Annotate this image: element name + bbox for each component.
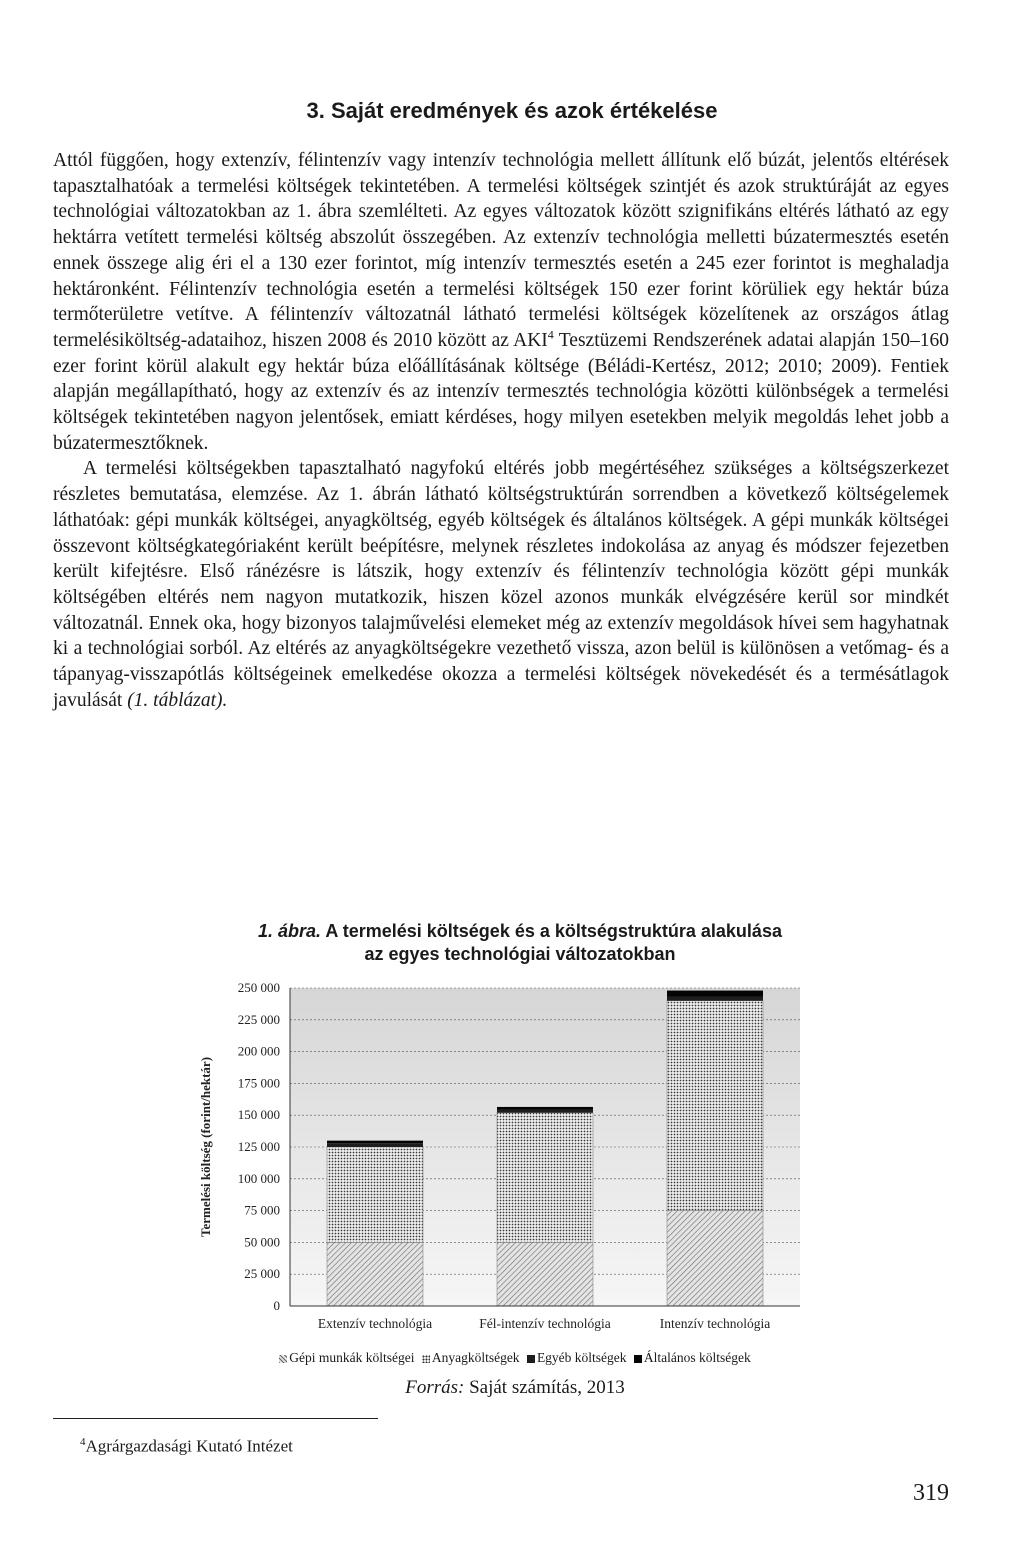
y-tick-label: 50 000 [244,1234,280,1250]
bar-segment [497,1242,593,1306]
y-axis-label: Termelési költség (forint/hektár) [198,1056,213,1238]
chart-legend [150,1350,880,1366]
figure-title-line1: A termelési költségek és a költségstruktúra alakulása [325,921,782,941]
source-text: Saját számítás, 2013 [464,1377,625,1398]
bar-segment [327,1242,423,1306]
footnote-text: Agrárgazdasági Kutató Intézet [85,1436,293,1456]
y-tick-label: 0 [273,1298,280,1313]
figure-title [150,920,890,966]
bar-segment [327,1143,423,1147]
bar-segment [667,991,763,997]
source-label: Forrás: [405,1377,465,1398]
legend-item-general: Általános költségek [634,1350,751,1366]
paragraph-1 [53,148,949,456]
figure-source [150,1377,880,1399]
table-ref: (1. táblázat). [122,689,228,711]
y-tick-label: 100 000 [237,1170,280,1186]
legend-swatch-other [527,1355,535,1363]
x-tick-label: Extenzív technológia [317,1316,433,1331]
footnote [80,1436,293,1457]
legend-item-material: Anyagköltségek [422,1350,520,1366]
y-tick-label: 225 000 [237,1011,280,1027]
y-tick-label: 75 000 [244,1202,280,1218]
bar-segment [667,997,763,1001]
paragraph-1-cont: Tesztüzemi Rendszerének adatai alapján 150–160 ezer forint körül alakult egy hektár búza előállításának költsége (Béládi-Kertész, 2012; 2010; 2009). Fentiek alapján megállapítható, hogy az extenzív és az intenzív termesztés technológia közötti különbségek a termelési költségek tekintetében nagyon jelentősek, emiatt kérdéses, hogy milyen esetekben melyik megoldás lehet jobb a búzatermesztőknek. [53,329,949,454]
bar-segment [667,1211,763,1306]
legend-item-other: Egyéb költségek [527,1350,627,1366]
section-heading: 3. Saját eredmények és azok értékelése [306,98,718,123]
legend-swatch-general [634,1355,642,1363]
paragraph-2 [53,456,949,713]
y-tick-label: 250 000 [237,980,280,995]
footnote-marker: 4 [80,1436,86,1448]
y-tick-label: 175 000 [237,1075,280,1091]
y-tick-label: 200 000 [237,1043,280,1059]
bar-segment [497,1107,593,1110]
page-number: 319 [913,1480,949,1506]
bar-segment [497,1113,593,1243]
stacked-bar-chart [190,968,810,1348]
bar-segment [327,1141,423,1144]
footnote-ref: 4 [547,327,554,342]
legend-swatch-hatch [279,1355,287,1363]
y-tick-label: 150 000 [237,1107,280,1123]
x-tick-label: Intenzív technológia [659,1316,771,1331]
footnote-divider [53,1418,378,1419]
paragraph-2-text: A termelési költségekben tapasztalható nagyfokú eltérés jobb megértéséhez szükséges a költségszerkezet részletes bemutatása, elemzése. Az 1. ábrán látható költségstruktúrán sorrendben a következő költségelemek láthatóak: gépi munkák költségei, anyagköltség, egyéb költségek és általános költségek. A gépi munkák költségei összevont költségkategóriaként került beépítésre, melynek részletes indokolása az anyag és módszer fejezetben került kifejtésre. Első ránézésre is látszik, hogy extenzív és félintenzív technológia között gépi munkák költségében eltérés nem nagyon mutatkozik, hiszen közel azonos munkák elvégzésére kerül sor mindkét változatnál. Ennek oka, hogy bizonyos talajművelési elemeket még az extenzív megoldások hívei sem hagyhatnak ki a technológiai sorból. Az eltérés az anyagköltségekre vezethető vissza, azon belül is különösen a vetőmag- és a tápanyag-visszapótlás költségeinek emelkedése okozza a termelési költségek növekedését és a termésátlagok javulását [53,458,949,711]
body-text [53,148,949,713]
bar-segment [327,1147,423,1242]
bar-segment [667,1001,763,1211]
paragraph-1-text: Attól függően, hogy extenzív, félintenzív vagy intenzív technológia mellett állítunk elő búzát, jelentős eltérések tapasztalhatóak a termelési költségek tekintetében. A termelési költségek szintjét és azok struktúráját az egyes technológiai változatokban az 1. ábra szemlélteti. Az egyes változatok között szignifikáns eltérés látható az egy hektárra vetített termelési költség abszolút összegében. Az extenzív technológia melletti búzatermesztés esetén ennek összege alig éri el a 130 ezer forintot, míg intenzív termesztés esetén a 245 ezer forintot is meghaladja hektáronként. Félintenzív technológia esetén a termelési költségek 150 ezer forint körüliek egy hektár búza termőterületre vetítve. A félintenzív változatnál látható termelési költségek közelítenek az országos átlag termelésiköltség-adataihoz, hiszen 2008 és 2010 között az AKI [53,150,949,351]
legend-swatch-dots [422,1355,430,1363]
bar-segment [497,1109,593,1112]
legend-item-machine: Gépi munkák költségei [279,1350,414,1366]
y-tick-label: 125 000 [237,1139,280,1154]
x-tick-label: Fél-intenzív technológia [479,1316,611,1331]
figure-number: 1. ábra. [258,921,322,941]
figure-title-line2: az egyes technológiai változatokban [364,944,676,964]
y-tick-label: 25 000 [244,1266,280,1282]
